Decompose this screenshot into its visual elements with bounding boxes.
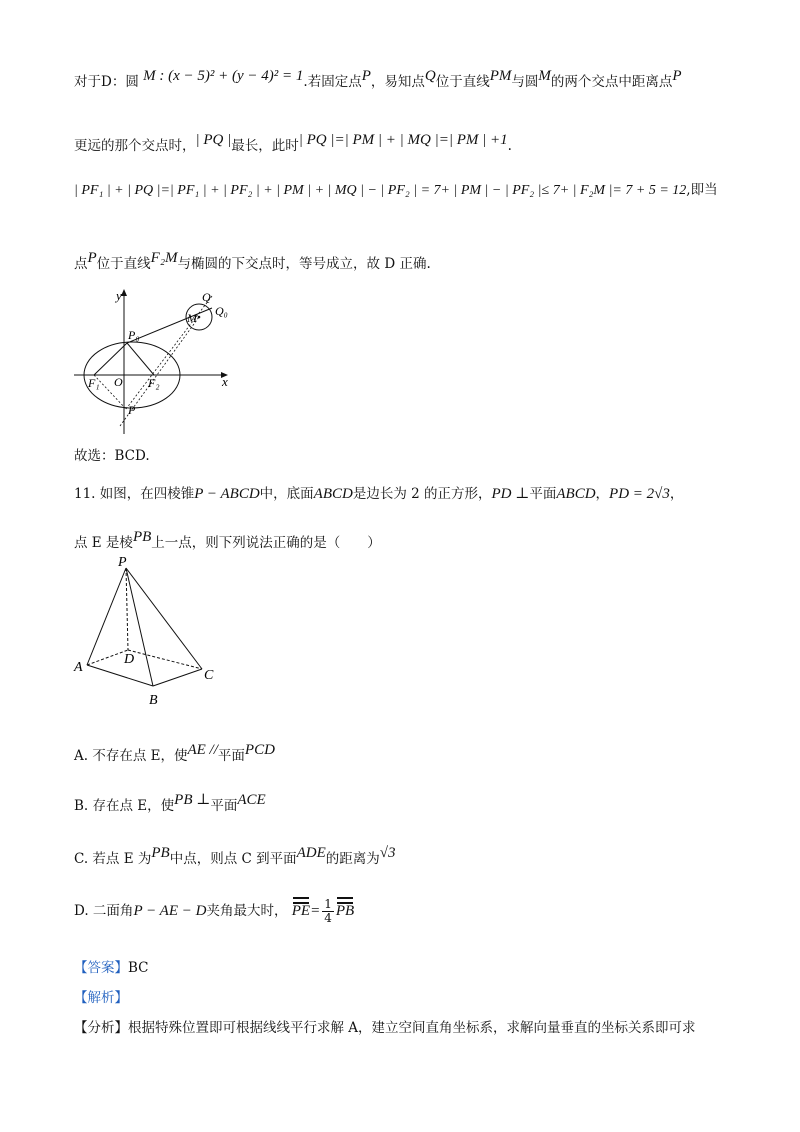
option-d: D. 二面角P − AE − D夹角最大时， PE= $\frac{1}{4}$ PB bbox=[74, 897, 355, 925]
pyramid-figure bbox=[70, 553, 230, 708]
edge-pa bbox=[87, 568, 126, 665]
segment-f1-p0 bbox=[94, 343, 127, 375]
answer-value: BC bbox=[128, 960, 149, 976]
edge-ad bbox=[87, 650, 128, 665]
label-c: C bbox=[204, 668, 214, 683]
label-q: Q bbox=[202, 290, 211, 304]
inequality-chain: | PF₁ | + | PQ |=| PF₁ | + | PF₂ | + | PM | + | MQ | − | PF₂ | = 7+ | PM | − | PF₂ |≤ 7+ | F₂M |= 7 + 5 = 12 bbox=[74, 183, 687, 198]
text-line-3: | PF₁ | + | PQ |=| PF₁ | + | PF₂ | + | PM | + | MQ | − | PF₂ | = 7+ | PM | − | PF₂ |≤ 7+ | F₂M |= 7 + 5 = 12,即当 bbox=[74, 182, 718, 198]
fenxi-tag: 【分析】 bbox=[74, 1020, 128, 1036]
answer-line bbox=[74, 958, 149, 978]
point-m bbox=[198, 316, 201, 319]
fraction-one-quarter: $\frac{1}{4}$ bbox=[324, 897, 332, 925]
label-b: B bbox=[149, 693, 158, 708]
fenxi-text: 根据特殊位置即可根据线线平行求解 A，建立空间直角坐标系，求解向量垂直的坐标关系即可求 bbox=[128, 1020, 696, 1036]
label-d: D bbox=[124, 652, 135, 667]
edge-ab bbox=[87, 665, 153, 686]
label-f2: F₂ bbox=[148, 376, 160, 390]
label-p0: P₀ bbox=[128, 328, 140, 342]
fenxi-line bbox=[74, 1018, 696, 1038]
label-m: M bbox=[187, 311, 197, 325]
label-f1: F₁ bbox=[88, 376, 100, 390]
option-b: B. 存在点 E，使PB ⊥平面ACE bbox=[74, 792, 266, 814]
text-line-4: 点P位于直线F₂M与椭圆的下交点时，等号成立，故 D 正确. bbox=[74, 250, 431, 272]
label-q0: Q₀ bbox=[215, 304, 228, 318]
edge-bc bbox=[153, 669, 202, 686]
label-a: A bbox=[74, 660, 83, 675]
y-axis-arrow bbox=[121, 289, 127, 296]
text-line-1: 对于D：圆 M : (x − 5)² + (y − 4)² = 1.若固定点P，易知点Q位于直线PM与圆M的两个交点中距离点P bbox=[74, 68, 682, 90]
vector-pe: PE bbox=[291, 903, 311, 919]
label-x: x bbox=[222, 374, 228, 389]
question-11-line-2: 点 E 是棱PB上一点，则下列说法正确的是（ ） bbox=[74, 529, 381, 551]
text-line-2: 更远的那个交点时，| PQ |最长，此时| PQ |=| PM | + | MQ |=| PM | +1. bbox=[74, 132, 512, 154]
vector-pb: PB bbox=[335, 903, 355, 919]
label-o: O bbox=[114, 375, 123, 389]
label-y: y bbox=[116, 288, 122, 303]
option-c: C. 若点 E 为PB中点，则点 C 到平面ADE的距离为√3 bbox=[74, 845, 396, 867]
answer-choice-text: 故选：BCD. bbox=[74, 448, 150, 464]
ellipse-circle-figure bbox=[70, 286, 240, 436]
dashed-line-p-q bbox=[126, 296, 212, 409]
edge-dc bbox=[128, 650, 202, 669]
label-p: P bbox=[118, 555, 127, 570]
analysis-line bbox=[74, 988, 128, 1008]
edge-pd bbox=[126, 568, 128, 650]
option-a: A. 不存在点 E，使AE //平面PCD bbox=[74, 742, 275, 764]
analysis-tag: 【解析】 bbox=[74, 990, 128, 1006]
question-11-line-1: 11. 如图，在四棱锥P − ABCD中，底面ABCD是边长为 2 的正方形，PD ⊥平面ABCD，PD = 2√3， bbox=[74, 486, 684, 502]
label-p: P bbox=[128, 403, 136, 417]
circle-equation: M : (x − 5)² + (y − 4)² = 1 bbox=[143, 68, 304, 84]
segment-p0-f2 bbox=[127, 343, 154, 375]
answer-tag: 【答案】 bbox=[74, 960, 128, 976]
